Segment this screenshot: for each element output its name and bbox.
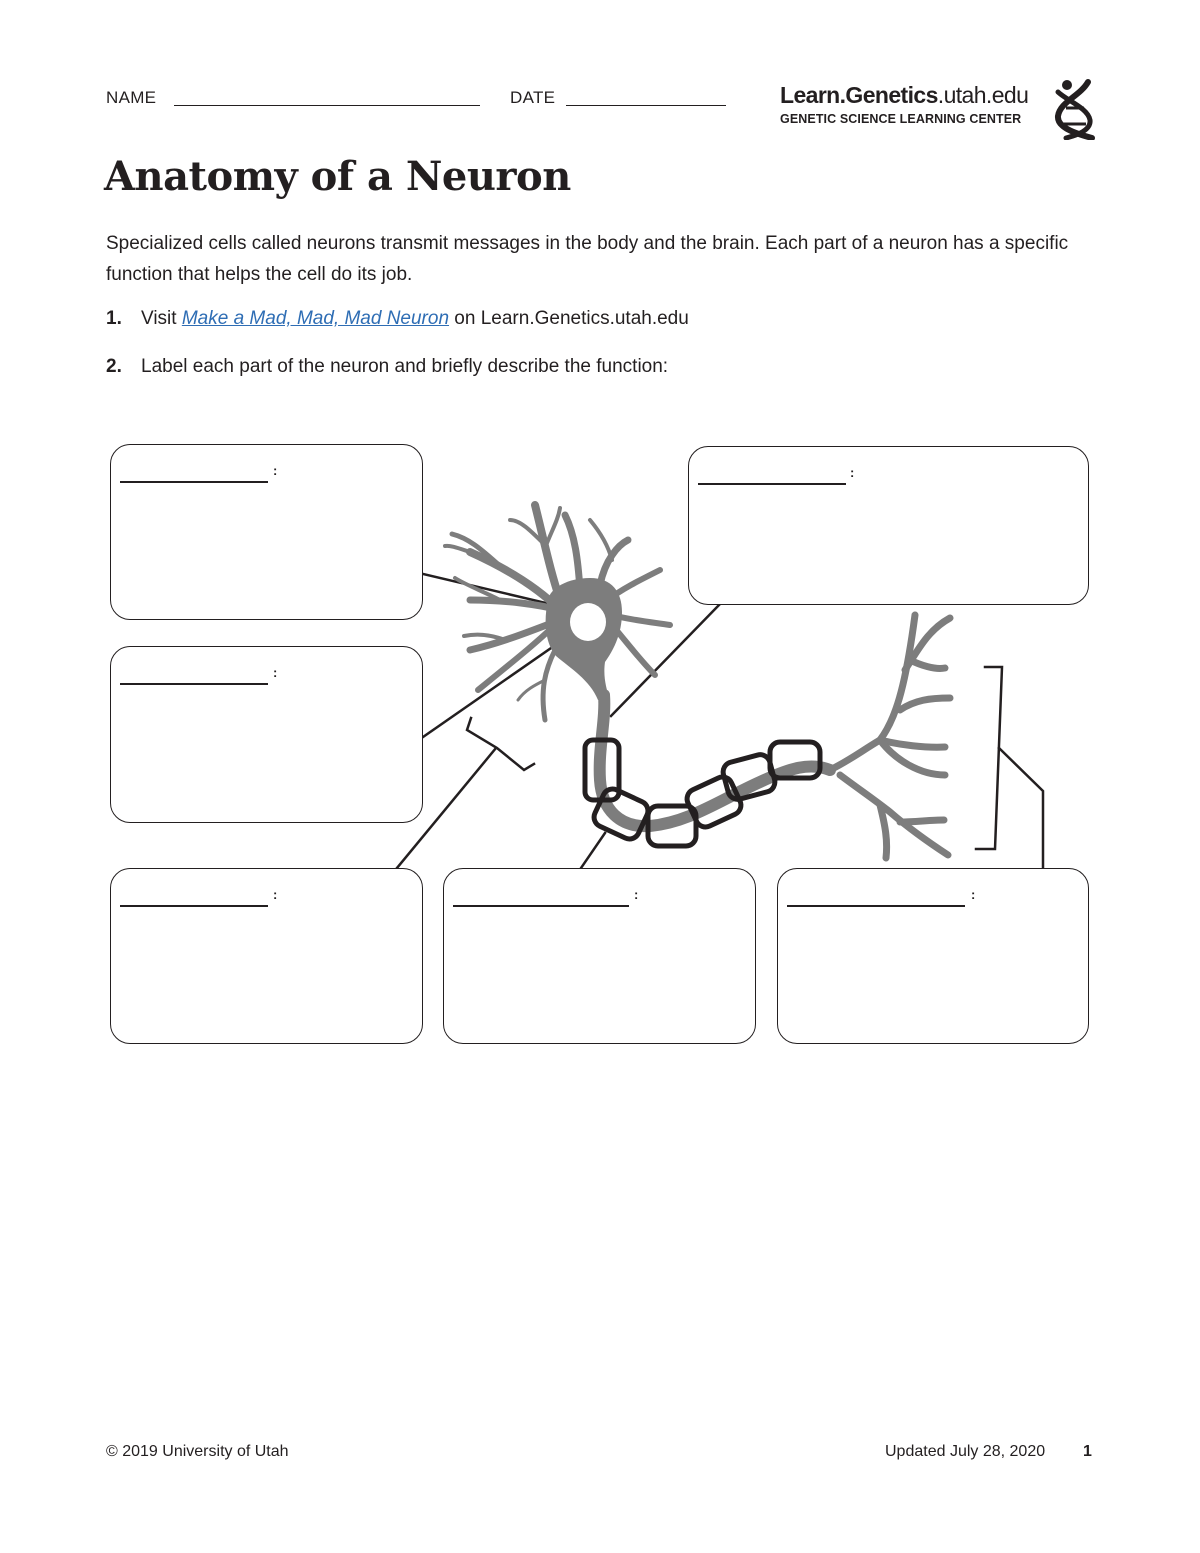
step-1-prefix: Visit bbox=[141, 308, 182, 329]
neuron-cell-body bbox=[546, 578, 622, 700]
leader-line-nucleus bbox=[423, 630, 577, 737]
label-blank[interactable] bbox=[120, 481, 268, 483]
updated-date: Updated July 28, 2020 bbox=[885, 1443, 1046, 1460]
label-blank[interactable] bbox=[698, 483, 846, 485]
leader-line-myelin bbox=[581, 833, 605, 868]
label-box-myelin-sheath[interactable] bbox=[443, 868, 756, 1044]
axon bbox=[600, 695, 830, 826]
intro-paragraph: Specialized cells called neurons transmit messages in the body and the brain. Each part of a neuron has a specific function that helps the cell do its job. bbox=[106, 233, 1069, 285]
learn-genetics-logo bbox=[780, 78, 1100, 142]
leader-lines bbox=[397, 574, 1043, 868]
date-label: DATE bbox=[510, 88, 556, 107]
step-2-text: Label each part of the neuron and briefly describe the function: bbox=[141, 356, 669, 377]
leader-line-axon bbox=[611, 605, 719, 716]
label-colon: : bbox=[634, 887, 639, 902]
label-box-dendrites[interactable] bbox=[110, 444, 423, 620]
neuron-dendrites bbox=[445, 505, 670, 720]
step-1-suffix: on Learn.Genetics.utah.edu bbox=[449, 308, 689, 329]
label-colon: : bbox=[273, 665, 278, 680]
label-colon: : bbox=[273, 887, 278, 902]
label-blank[interactable] bbox=[787, 905, 965, 907]
bracket-axon-terminals bbox=[976, 667, 1002, 849]
page-title: Anatomy of a Neuron bbox=[104, 153, 571, 200]
myelin-sheath bbox=[585, 740, 820, 846]
leader-line-terminals bbox=[999, 748, 1043, 868]
step-2 bbox=[106, 356, 668, 378]
label-colon: : bbox=[273, 463, 278, 478]
step-1 bbox=[106, 308, 689, 330]
name-field[interactable] bbox=[174, 105, 480, 106]
label-colon: : bbox=[850, 465, 855, 480]
name-label: NAME bbox=[106, 88, 157, 107]
nucleus bbox=[570, 603, 606, 641]
page-number: 1 bbox=[1083, 1443, 1092, 1460]
label-blank[interactable] bbox=[120, 683, 268, 685]
mad-neuron-link[interactable]: Make a Mad, Mad, Mad Neuron bbox=[181, 308, 450, 329]
date-field[interactable] bbox=[566, 105, 726, 106]
label-blank[interactable] bbox=[453, 905, 629, 907]
logo-subtitle: GENETIC SCIENCE LEARNING CENTER bbox=[780, 112, 1022, 126]
label-box-nucleus[interactable] bbox=[110, 646, 423, 823]
logo-wordmark bbox=[780, 82, 1028, 109]
dna-helix-figure-icon bbox=[1052, 78, 1098, 140]
label-box-cell-body[interactable] bbox=[110, 868, 423, 1044]
label-colon: : bbox=[971, 887, 976, 902]
copyright: © 2019 University of Utah bbox=[106, 1443, 289, 1460]
leader-line-cell-body bbox=[467, 718, 534, 770]
logo-wordmark-domain: .utah.edu bbox=[937, 82, 1029, 108]
axon-terminals bbox=[830, 615, 950, 858]
label-box-axon[interactable] bbox=[688, 446, 1089, 605]
label-box-axon-terminals[interactable] bbox=[777, 868, 1089, 1044]
step-1-number: 1. bbox=[106, 308, 122, 329]
leader-line-dendrites bbox=[423, 574, 546, 603]
step-2-number: 2. bbox=[106, 356, 122, 377]
logo-wordmark-bold: Learn.Genetics bbox=[780, 82, 938, 108]
label-blank[interactable] bbox=[120, 905, 268, 907]
